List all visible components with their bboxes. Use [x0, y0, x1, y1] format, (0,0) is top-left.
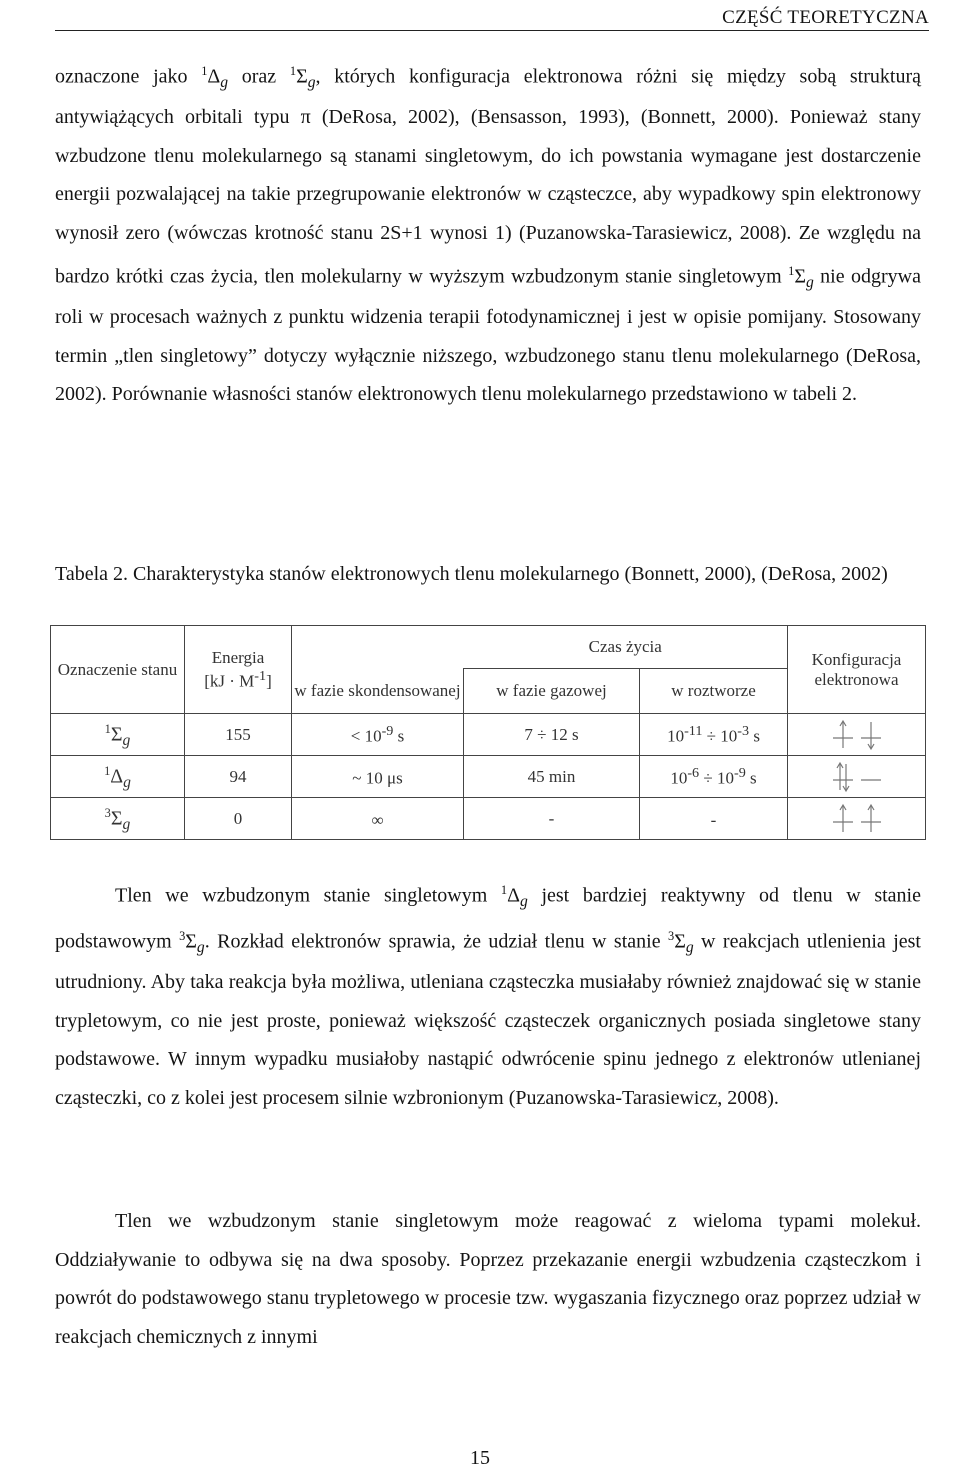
energy-value: 0 [185, 798, 292, 840]
energy-unit: [kJ · M [204, 671, 255, 691]
table-caption: Tabela 2. Charakterystyka stanów elektronowych tlenu molekularnego (Bonnett, 2000), (DeRosa, 2002) [55, 563, 888, 585]
energy-label: Energia [211, 647, 265, 667]
lifetime-solution [640, 798, 788, 840]
state-symbol [51, 798, 185, 840]
col-header-gas: w fazie gazowej [464, 669, 640, 714]
spin-paired-icon [827, 760, 887, 794]
header-title: CZĘŚĆ TEORETYCZNA [722, 7, 929, 28]
paragraph-2 [55, 871, 921, 1117]
subscript-g: g [805, 274, 814, 292]
subscript-g: g [196, 939, 205, 957]
electron-configuration-diagram [788, 714, 926, 756]
value-part: ∞ [371, 810, 384, 830]
paragraph-2-part: Tlen we wzbudzonym stanie singletowym [115, 884, 501, 907]
paragraph-2-part: w reakcjach utlenienia jest utrudniony. Aby taka reakcja była możliwa, utleniana cząsteczka musiałaby również znajdować się w stanie trypletowym, co nie jest proste, ponieważ większość cząsteczek organicznych posiada singletowe stany podstawowe. W innym wypadku musiałoby nastąpić odwrócenie spinu jednego z elektronów utlenianej cząsteczki, co z kolei jest procesem silnie wzbronionym (Puzanowska-Tarasiewicz, 2008). [55, 930, 921, 1109]
spin-parallel-icon [827, 802, 887, 836]
paragraph-1 [55, 52, 921, 414]
lifetime-gas: 7 ÷ 12 s [464, 714, 640, 756]
subscript-g: g [123, 774, 131, 792]
state-letter: Δ [110, 765, 124, 788]
spin-up-down-icon [827, 718, 887, 752]
lifetime-solution [640, 756, 788, 798]
subscript-g: g [685, 939, 694, 957]
subscript-g: g [122, 816, 131, 834]
electron-configuration-diagram [788, 798, 926, 840]
table-row [51, 756, 926, 798]
subscript-g: g [220, 74, 229, 92]
sigma-symbol: Σ [794, 265, 806, 288]
sigma-symbol: Σ [674, 930, 686, 953]
lifetime-gas: 45 min [464, 756, 640, 798]
value-part: < 10 [350, 726, 382, 746]
col-header-config: Konfiguracja elektronowa [788, 626, 926, 714]
state-letter: Σ [110, 723, 123, 746]
col-header-condensed: w fazie skondensowanej [292, 669, 464, 714]
superscript: 3 [668, 929, 675, 944]
value-part: - [710, 810, 717, 830]
running-header [55, 4, 929, 31]
subscript-g: g [307, 74, 316, 92]
value-part: s [745, 768, 757, 788]
table-header-row [51, 626, 926, 669]
value-part: ÷ 10 [699, 768, 734, 788]
electron-configuration-diagram [788, 756, 926, 798]
paragraph-2-part: . Rozkład elektronów sprawia, że udział tlenu w stanie [204, 930, 668, 953]
subscript-g: g [520, 893, 528, 911]
paragraph-2-part: jest bardziej reaktywny od tlenu w stanie podstawowym [55, 884, 921, 953]
page-number: 15 [470, 1447, 490, 1469]
superscript: 1 [289, 64, 297, 78]
sigma-symbol: Σ [296, 65, 308, 88]
value-exponent: -9 [733, 764, 746, 781]
state-symbol [51, 756, 185, 798]
paragraph-1-body: , których konfiguracja elektronowa różni się między sobą strukturą antywiążących orbitali typu π (DeRosa, 2002), (Bensasson, 1993), (Bonnett, 2000). Ponieważ stany wzbudzone tlenu molekularnego są stanami singletowym, do ich powstania wymagane jest dostarczenie energii pozwalającej na takie przegrupowanie elektronów w cząsteczce, aby wypadkowy spin elektronowy wynosił zero (wówczas krotność stanu 2S+1 wynosi 1) (Puzanowska-Tarasiewicz, 2008). Ze względu na bardzo krótki czas życia, tlen molekularny w wyższym wzbudzonym stanie singletowym [55, 65, 921, 288]
state-multiplicity: 3 [104, 806, 111, 821]
value-part: ÷ 10 [702, 726, 738, 746]
energy-unit-exponent: -1 [254, 667, 267, 684]
value-exponent: -11 [684, 722, 703, 739]
delta-symbol: Δ [507, 884, 520, 907]
sigma-symbol: Σ [185, 930, 197, 953]
value-exponent: -3 [737, 722, 750, 739]
col-header-energy [185, 626, 292, 714]
value-part: s [393, 726, 405, 746]
table-row [51, 798, 926, 840]
col-header-state: Oznaczenie stanu [51, 626, 185, 714]
energy-value: 155 [185, 714, 292, 756]
superscript: 3 [179, 929, 186, 944]
lifetime-condensed [292, 756, 464, 798]
col-header-solution: w roztworze [640, 669, 788, 714]
state-multiplicity: 1 [104, 764, 111, 779]
superscript: 1 [500, 883, 508, 897]
value-part: s [749, 726, 760, 746]
value-exponent: -6 [687, 764, 700, 781]
delta-symbol: Δ [207, 65, 221, 88]
value-exponent: -9 [381, 722, 394, 739]
lifetime-solution [640, 714, 788, 756]
paragraph-3: Tlen we wzbudzonym stanie singletowym może reagować z wieloma typami molekuł. Oddziaływanie to odbywa się na dwa sposoby. Poprzez przekazanie energii wzbudzenia cząsteczkom i powrót do podstawowego stanu trypletowego w procesie tzw. wygaszania fizycznego oraz poprzez udział w reakcjach chemicznych z innymi [55, 1210, 921, 1348]
value-part: 10 [667, 726, 685, 746]
lifetime-condensed [292, 798, 464, 840]
lifetime-gas: - [464, 798, 640, 840]
energy-value: 94 [185, 756, 292, 798]
table-row [51, 714, 926, 756]
state-letter: Σ [110, 807, 123, 830]
col-header-lifetime: Czas życia [464, 626, 788, 669]
paragraph-1-lead: oznaczone jako [55, 65, 202, 88]
paragraph-1-tail: nie odgrywa roli w procesach ważnych z punktu widzenia terapii fotodynamicznej i jest w opisie pomijany. Stosowany termin „tlen singletowy” dotyczy wyłącznie niższego, wzbudzonego stanu tlenu molekularnego (DeRosa, 2002). Porównanie własności stanów elektronowych tlenu molekularnego przedstawiono w tabeli 2. [55, 265, 922, 406]
oxygen-states-table [50, 625, 926, 840]
superscript: 1 [788, 264, 795, 279]
value-part: 10 [670, 768, 688, 788]
superscript: 1 [201, 64, 208, 78]
paragraph-1-mid: oraz [228, 65, 290, 88]
lifetime-condensed [292, 714, 464, 756]
state-symbol [51, 714, 185, 756]
value-part: ~ 10 μs [352, 768, 403, 788]
subscript-g: g [122, 732, 131, 750]
state-multiplicity: 1 [104, 722, 111, 737]
energy-unit-close: ] [266, 671, 272, 691]
